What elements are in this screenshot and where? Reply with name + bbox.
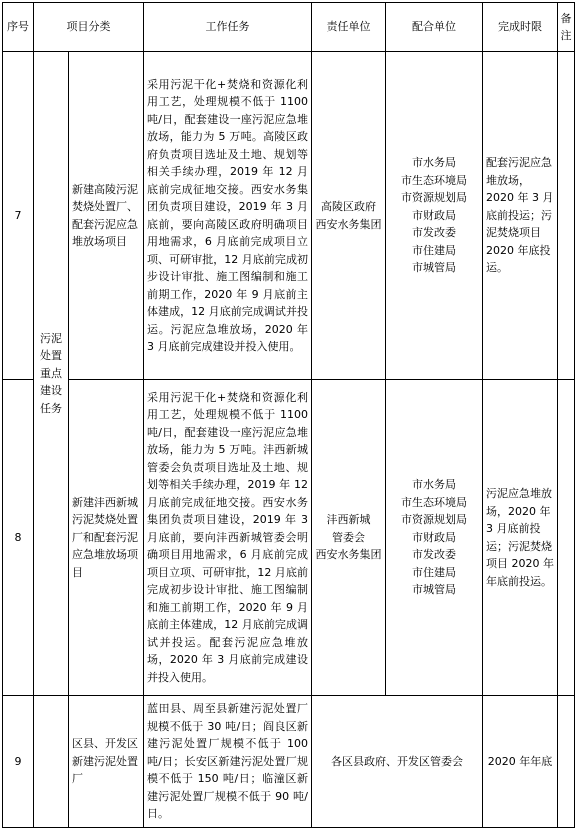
responsible-unit: 高陵区政府 (321, 200, 376, 213)
category-cell: 污泥处置重点建设任务 (34, 52, 69, 696)
row-number: 7 (3, 52, 34, 380)
cooperating-unit: 市生态环境局 (401, 495, 467, 509)
project-name: 新建沣西新城污泥焚烧处置厂和配套污泥应急堆放场项目 (69, 380, 144, 696)
task-description: 采用污泥干化+焚烧和资源化利用工艺，处理规模不低于 1100吨/日，配套建设一座污泥应急堆放场，能力为 5 万吨。高陵区政府负责项目选址及土地、规划等相关手续办理，2019 年 12 月底前完成征地交接。西安水务集团负责项目建设，2019 年 3 月底前，要向高陵区政府明确项目用地需求，6 月底前完成项目立项、可研审批，12 月底前完成初步设计审批、施工图编制和施工前期工作，2020 年 9 月底前主体建成，12 月底前完成调试并投运。污泥应急堆放场，2020 年 3 月底前完成建设并投入使用。 (144, 52, 312, 380)
row-number: 9 (3, 696, 34, 828)
category-cell-empty (34, 696, 69, 828)
project-name: 新建高陵污泥焚烧处置厂、配套污泥应急堆放场项目 (69, 52, 144, 380)
header-deadline: 完成时限 (483, 3, 558, 52)
note (558, 380, 575, 696)
cooperating-unit: 市生态环境局 (401, 173, 467, 187)
responsible-unit: 西安水务集团 (315, 217, 382, 231)
cooperating-unit: 市水务局 (412, 156, 456, 170)
table-header-row (3, 3, 575, 52)
responsible-units (312, 380, 386, 696)
cooperating-unit: 市城管局 (412, 261, 456, 275)
note (558, 52, 575, 380)
cooperating-unit: 市资源规划局 (401, 513, 467, 527)
responsible-unit: 沣西新城 (326, 513, 371, 527)
cooperating-unit: 市财政局 (412, 530, 456, 544)
task-table (2, 2, 575, 828)
cooperating-unit: 市资源规划局 (401, 191, 467, 205)
responsible-cooperating-units: 各区县政府、开发区管委会 (312, 696, 483, 828)
responsible-unit: 管委会 (332, 530, 365, 544)
note (558, 696, 575, 828)
project-name: 区县、开发区新建污泥处置厂 (69, 696, 144, 828)
cooperating-unit: 市水务局 (412, 478, 456, 492)
cooperating-unit: 市住建局 (412, 565, 456, 579)
cooperating-unit: 市发改委 (412, 226, 456, 240)
task-description: 蓝田县、周至县新建污泥处置厂规模不低于 30 吨/日；阎良区新建污泥处置厂规模不低于 100 吨/日；长安区新建污泥处置厂规模不低于 150 吨/日；临潼区新建污泥处置厂规模不低于 90 吨/日。 (144, 696, 312, 828)
row-number: 8 (3, 380, 34, 696)
cooperating-units (386, 380, 483, 696)
cooperating-unit: 市住建局 (412, 243, 456, 257)
header-responsible: 责任单位 (312, 3, 386, 52)
responsible-unit: 西安水务集团 (315, 548, 382, 562)
task-description: 采用污泥干化+焚烧和资源化利用工艺，处理规模不低于 1100吨/日，配套建设一座污泥应急堆放场，能力为 5 万吨。沣西新城管委会负责项目选址及土地、规划等相关手续办理，2019 年 12月底前完成征地交接。西安水务集团负责项目建设，2019 年 3月底前，要向沣西新城管委会明确项目用地需求，6 月底前完成项目立项、可研审批，12 月底前完成初步设计审批、施工图编制和施工前期工作，2020 年 9 月底前主体建成，12 月底前完成调试并投运。配套污泥应急堆放场，2020 年 3 月底前完成建设并投入使用。 (144, 380, 312, 696)
table-row (3, 52, 575, 380)
header-category: 项目分类 (34, 3, 144, 52)
cooperating-units (386, 52, 483, 380)
responsible-units (312, 52, 386, 380)
header-task: 工作任务 (144, 3, 312, 52)
deadline: 配套污泥应急堆放场，2020 年 3 月底前投运；污泥焚烧项目 2020 年底投运。 (483, 52, 558, 380)
header-cooperating: 配合单位 (386, 3, 483, 52)
header-note: 备注 (558, 3, 575, 52)
deadline: 污泥应急堆放场，2020 年 3 月底前投运；污泥焚烧项目 2020 年年底前投运。 (483, 380, 558, 696)
table-row (3, 696, 575, 828)
cooperating-unit: 市财政局 (412, 208, 456, 222)
cooperating-unit: 市发改委 (412, 548, 456, 562)
deadline: 2020 年年底 (483, 696, 558, 828)
header-num: 序号 (3, 3, 34, 52)
cooperating-unit: 市城管局 (412, 583, 456, 597)
table-row (3, 380, 575, 696)
